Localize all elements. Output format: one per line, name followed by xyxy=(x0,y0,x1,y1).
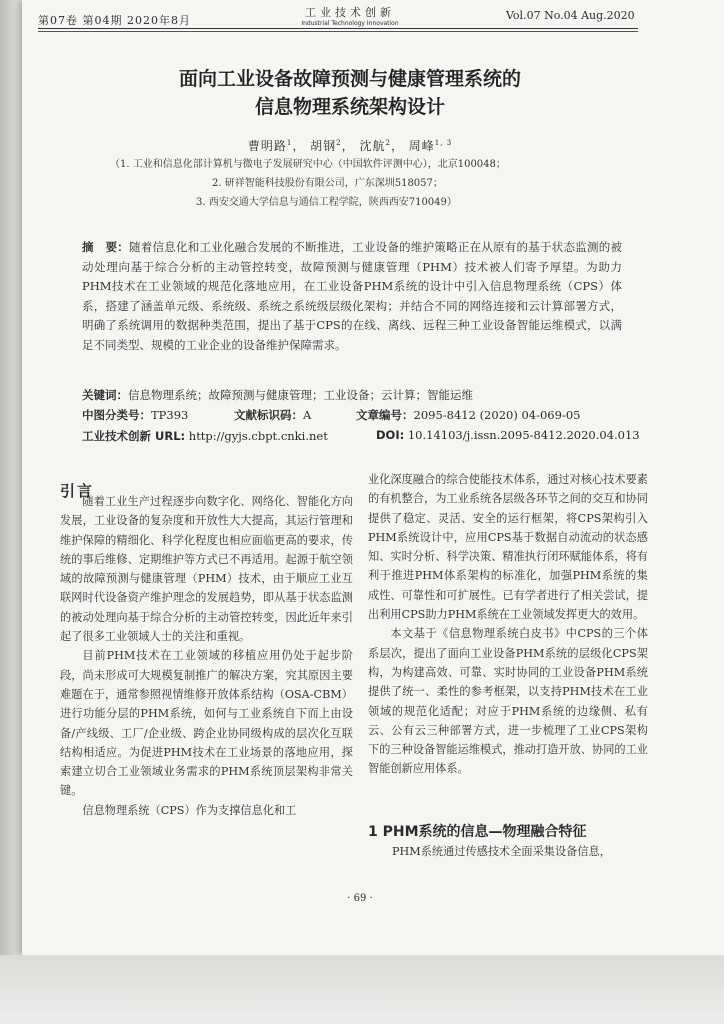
author-sup: 1, 3 xyxy=(434,139,453,147)
body-paragraph: 业化深度融合的综合使能技术体系，通过对核心技术要素的有机整合，为工业系统各层级各环节之间的交互和协同提供了稳定、灵活、安全的运行框架，将CPS架构引入PHM系统设计中，应用CPS基于数据自动流动的状态感知、实时分析、科学决策、精准执行闭环赋能体系，将有利于推进PHM体系架构的标准化，加强PHM系统的集成性、可靠性和可扩展性。已有学者进行了相关尝试，提出利用CPS助力PHM系统在工业领域发挥更大的效用。 xyxy=(368,473,648,622)
keywords-text: 信息物理系统；故障预测与健康管理；工业设备；云计算；智能运维 xyxy=(128,388,473,402)
article-no-value: 2095-8412 (2020) 04-069-05 xyxy=(413,408,581,422)
clc-label: 中图分类号： xyxy=(82,408,151,422)
doc-code-label: 文献标识码： xyxy=(234,408,303,422)
author-name: 胡钢 xyxy=(310,139,337,153)
url-label: 工业技术创新 URL: xyxy=(82,429,186,443)
abstract xyxy=(82,238,622,356)
article-no-label: 文章编号： xyxy=(356,408,414,422)
author-name: 周峰 xyxy=(408,139,435,153)
header-rule xyxy=(38,28,638,29)
paper-title-line2: 信息物理系统架构设计 xyxy=(254,96,445,118)
left-column xyxy=(60,492,353,820)
author-list: 曹明路$^1$， 胡钢$^2$， 沈航$^2$， 周峰$^{1, 3}$ xyxy=(247,139,453,153)
header-issue-right: Vol.07 No.04 Aug.2020 xyxy=(506,9,635,22)
body-paragraph: 本文基于《信息物理系统白皮书》中CPS的三个体系层次，提出了面向工业设备PHM系统的层级化CPS架构，为构建高效、可靠、实时协同的工业设备PHM系统提供了统一、柔性的参考框架，以支持PHM技术在工业领域的规范化适配；对应于PHM系统的边缘侧、私有云、公有云三种部署方式，进一步梳理了工业CPS架构下的三种设备智能运维模式，推动打造开放、协同的工业智能创新应用体系。 xyxy=(368,627,648,776)
author-sup: 2 xyxy=(336,139,342,147)
affiliation-3: 3. 西安交通大学信息与通信工程学院，陕西西安710049） xyxy=(196,197,457,208)
abstract-text: 随着信息化和工业化融合发展的不断推进，工业设备的维护策略正在从原有的基于状态监测的被动处理向基于综合分析的主动管控转变，故障预测与健康管理（PHM）技术被人们寄予厚望。为助力PHM技术在工业领域的规范化落地应用，在工业设备PHM系统的设计中引入信息物理系统（CPS）体系，搭建了涵盖单元级、系统级、系统之系统级层级化架构；并结合不同的网络连接和云计算部署方式，明确了系统调用的数据种类范围，提出了基于CPS的在线、离线、远程三种工业设备智能运维模式，以满足不同类型、规模的工业企业的设备维护保障需求。 xyxy=(82,240,623,352)
author-sup: 1 xyxy=(286,139,293,147)
abstract-label: 摘 要： xyxy=(82,240,129,254)
page-number: · 69 · xyxy=(347,893,373,904)
right-column xyxy=(368,470,648,779)
body-paragraph: 目前PHM技术在工业领域的移植应用仍处于起步阶段，尚未形成可大规模复制推广的解决方案，究其原因主要难题在于，通常参照视情维修开放体系结构（OSA-CBM）进行功能分层的PHM系统，如何与工业系统自下而上由设备/产线级、工厂/企业级、跨企业协同级构成的层次化互联结构相适应。为促进PHM技术在工业场景的落地应用，探索建立切合工业领域业务需求的PHM系统顶层架构非常关键。 xyxy=(60,649,353,798)
doi-label: DOI: xyxy=(376,428,405,442)
keywords-label: 关键词： xyxy=(82,388,128,402)
section-heading-1: 1 PHM系统的信息—物理融合特征 xyxy=(368,824,587,840)
affiliation-1: （1. 工业和信息化部计算机与微电子发展研究中心（中国软件评测中心），北京100048； xyxy=(110,159,506,170)
body-paragraph: 信息物理系统（CPS）作为支撑信息化和工 xyxy=(82,803,297,817)
author-name: 曹明路 xyxy=(247,139,287,153)
author-name: 沈航 xyxy=(359,139,386,153)
section-1-first-line: PHM系统通过传感技术全面采集设备信息， xyxy=(392,845,611,858)
header-issue-left: 第07卷 第04期 2020年8月 xyxy=(38,14,191,27)
header-rule-thin xyxy=(38,31,638,32)
scan-bottom-margin xyxy=(0,955,724,1024)
clc-value: TP393 xyxy=(151,408,189,422)
url-link[interactable]: http://gyjs.cbpt.cnki.net xyxy=(188,429,328,443)
binding-shadow xyxy=(0,0,22,955)
section-heading-intro: 引言 xyxy=(60,482,95,500)
body-paragraph: 随着工业生产过程逐步向数字化、网络化、智能化方向发展，工业设备的复杂度和开放性大大提高，其运行管理和维护保障的精细化、科学化程度也相应面临更高的要求，传统的事后维修、定期维护等方式已不再适用。起源于航空领域的故障预测与健康管理（PHM）技术，由于顺应工业互联网时代设备资产维护理念的发展趋势，即从基于状态监测的被动处理向基于综合分析的主动管控转变，因此近年来引起了很多工业领域人士的关注和重视。 xyxy=(60,495,353,644)
affiliation-2: 2. 研祥智能科技股份有限公司，广东深圳518057； xyxy=(212,178,443,189)
author-sup: 2 xyxy=(385,139,391,147)
header-journal xyxy=(282,4,418,27)
doi-link[interactable]: 10.14103/j.issn.2095-8412.2020.04.013 xyxy=(407,428,640,442)
paper-title-line1: 面向工业设备故障预测与健康管理系统的 xyxy=(178,68,521,90)
journal-name-cn: 工业技术创新 xyxy=(305,6,395,19)
keywords xyxy=(82,387,473,403)
journal-name-en: Industrial Technology Innovation xyxy=(301,20,399,27)
doc-code-value: A xyxy=(303,408,312,422)
